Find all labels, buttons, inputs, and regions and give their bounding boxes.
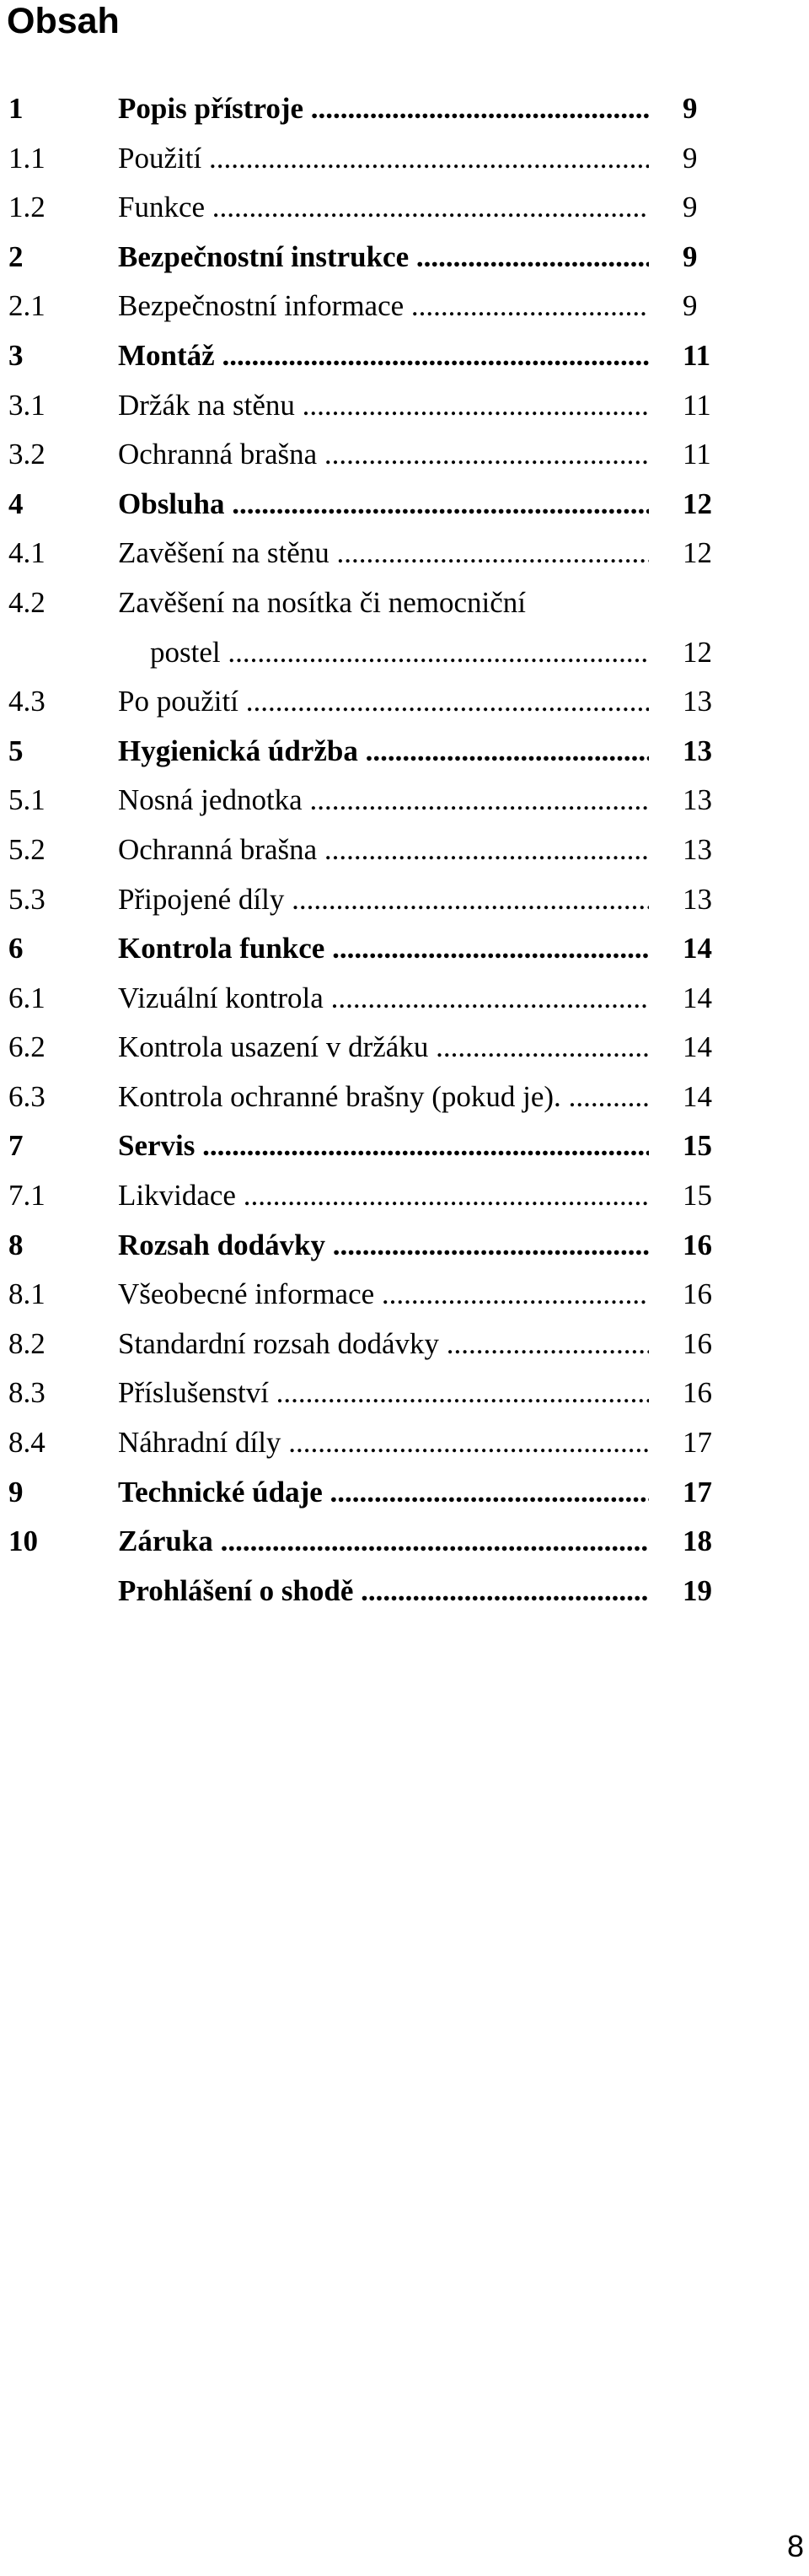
toc-entry-page: 19 (683, 1573, 712, 1607)
toc-entry-title: Zavěšení na stěnu ..... (118, 529, 649, 578)
toc-entry[interactable] (8, 381, 710, 431)
toc-entry[interactable] (8, 1073, 710, 1122)
toc-entry-number: 8.3 (8, 1376, 46, 1410)
toc-entry[interactable] (8, 233, 710, 282)
toc-entry[interactable] (8, 430, 710, 480)
toc-entry-page: 15 (683, 1129, 712, 1163)
toc-entry-title: Náhradní díly ..... (118, 1418, 649, 1468)
toc-entry[interactable] (8, 1270, 710, 1320)
toc-entry-number: 1.1 (8, 141, 46, 175)
toc-entry[interactable] (8, 84, 710, 134)
toc-entry-number: 4.2 (8, 585, 46, 619)
toc-entry-number: 4 (8, 487, 24, 520)
toc-entry-page: 13 (683, 685, 712, 718)
toc-entry[interactable] (8, 974, 710, 1024)
toc-entry-title: Nosná jednotka ..... (118, 776, 649, 826)
toc-entry[interactable] (8, 1121, 710, 1171)
toc-entry-title: Připojené díly ..... (118, 875, 649, 925)
toc-entry-page: 9 (683, 191, 698, 224)
toc-entry[interactable] (8, 1320, 710, 1369)
toc-entry-number: 3.2 (8, 438, 46, 471)
toc-entry-number: 8.2 (8, 1326, 46, 1360)
toc-entry-page: 16 (683, 1326, 712, 1360)
toc-entry-page: 12 (683, 536, 712, 570)
toc-entry-title: Držák na stěnu ..... (118, 381, 649, 431)
toc-entry-number: 3.1 (8, 388, 46, 422)
toc-entry-page: 9 (683, 239, 698, 273)
toc-entry[interactable] (8, 183, 710, 233)
toc-entry-number: 6.1 (8, 981, 46, 1014)
table-of-contents (8, 84, 710, 1616)
toc-entry-number: 1 (8, 92, 24, 125)
toc-entry-number: 8.1 (8, 1277, 46, 1311)
toc-entry-title: Zavěšení na nosítka či nemocniční (118, 585, 527, 619)
toc-entry[interactable] (8, 331, 710, 381)
toc-entry[interactable] (8, 480, 710, 530)
toc-entry[interactable] (8, 826, 710, 875)
toc-entry-title: Montáž ..... (118, 331, 649, 381)
toc-entry-number: 3 (8, 338, 24, 372)
toc-entry-page: 13 (683, 882, 712, 916)
toc-entry-page: 16 (683, 1277, 712, 1311)
toc-entry-title: Po použití ..... (118, 677, 649, 727)
toc-entry-number: 6 (8, 932, 24, 965)
toc-entry-page: 14 (683, 1079, 712, 1113)
toc-entry-page: 16 (683, 1228, 712, 1261)
toc-entry-title: Bezpečnostní informace ..... (118, 282, 649, 331)
toc-entry-title: Příslušenství ..... (118, 1369, 649, 1418)
toc-entry-number: 8.4 (8, 1426, 46, 1460)
toc-entry-page: 14 (683, 932, 712, 965)
toc-entry-number: 6.3 (8, 1079, 46, 1113)
toc-entry[interactable] (8, 1171, 710, 1221)
toc-entry[interactable] (8, 1468, 710, 1518)
toc-entry-title: Hygienická údržba ..... (118, 727, 649, 777)
toc-entry-title: Popis přístroje ..... (118, 84, 649, 134)
toc-entry-page: 12 (683, 635, 712, 669)
toc-entry-number: 5 (8, 734, 24, 767)
toc-entry-page: 11 (683, 438, 711, 471)
toc-entry-title: Rozsah dodávky ..... (118, 1221, 649, 1271)
toc-entry-continuation[interactable] (8, 628, 710, 678)
toc-entry-page: 16 (683, 1376, 712, 1410)
toc-entry[interactable] (8, 776, 710, 826)
toc-entry[interactable] (8, 1221, 710, 1271)
toc-entry-page: 11 (683, 338, 711, 372)
toc-entry[interactable] (8, 282, 710, 331)
toc-entry-title: Kontrola usazení v držáku ..... (118, 1023, 649, 1073)
toc-entry-page: 9 (683, 141, 698, 175)
toc-entry-number: 6.2 (8, 1030, 46, 1064)
toc-entry-title: Funkce ..... (118, 183, 649, 233)
toc-entry-page: 13 (683, 832, 712, 866)
toc-entry-title: Všeobecné informace ..... (118, 1270, 649, 1320)
toc-entry-number: 8 (8, 1228, 24, 1261)
toc-entry-page: 9 (683, 92, 698, 125)
toc-entry[interactable] (8, 1517, 710, 1567)
toc-entry[interactable] (8, 1418, 710, 1468)
page-number: 8 (786, 2529, 804, 2563)
toc-entry-page: 14 (683, 981, 712, 1014)
toc-entry[interactable] (8, 924, 710, 974)
toc-entry-page: 15 (683, 1179, 712, 1213)
toc-entry-number: 1.2 (8, 191, 46, 224)
toc-entry-title: Vizuální kontrola ..... (118, 974, 649, 1024)
toc-entry-title: Bezpečnostní instrukce ..... (118, 233, 649, 282)
toc-entry[interactable] (8, 727, 710, 777)
toc-entry-number: 2.1 (8, 289, 46, 323)
toc-entry-number: 10 (8, 1525, 38, 1558)
toc-entry-page: 17 (683, 1475, 712, 1508)
toc-entry-page: 9 (683, 289, 698, 323)
toc-entry[interactable] (8, 529, 710, 578)
toc-entry-title: Záruka ..... (118, 1517, 649, 1567)
toc-entry-page: 18 (683, 1525, 712, 1558)
toc-entry-title: Kontrola funkce ..... (118, 924, 649, 974)
toc-entry-number: 9 (8, 1475, 24, 1508)
toc-entry-title: Použití ..... (118, 134, 649, 184)
toc-entry-title-continuation: postel ..... (150, 628, 649, 678)
toc-entry-title: Technické údaje ..... (118, 1468, 649, 1518)
toc-entry-page: 12 (683, 487, 712, 520)
toc-entry-title: Ochranná brašna ..... (118, 430, 649, 480)
toc-entry-title: Kontrola ochranné brašny (pokud je). ..... (118, 1073, 649, 1122)
toc-entry-title: Servis ..... (118, 1121, 649, 1171)
toc-entry-page: 14 (683, 1030, 712, 1064)
toc-entry-number: 4.3 (8, 685, 46, 718)
toc-entry-number: 5.3 (8, 882, 46, 916)
toc-entry-page: 11 (683, 388, 711, 422)
toc-entry-number: 5.2 (8, 832, 46, 866)
toc-entry-title: Ochranná brašna ..... (118, 826, 649, 875)
toc-entry-number: 2 (8, 239, 24, 273)
toc-entry-title: Prohlášení o shodě ..... (118, 1567, 649, 1616)
toc-entry-page: 17 (683, 1426, 712, 1460)
toc-entry-page: 13 (683, 734, 712, 767)
toc-entry-page: 13 (683, 783, 712, 817)
toc-entry-number: 5.1 (8, 783, 46, 817)
toc-entry-number: 4.1 (8, 536, 46, 570)
toc-entry-number: 7 (8, 1129, 24, 1163)
toc-entry[interactable] (8, 134, 710, 184)
toc-entry[interactable] (8, 578, 710, 628)
toc-entry[interactable] (8, 1369, 710, 1418)
toc-entry-number: 7.1 (8, 1179, 46, 1213)
toc-entry[interactable] (8, 1023, 710, 1073)
page-title: Obsah (7, 1, 120, 41)
toc-entry-title: Likvidace ..... (118, 1171, 649, 1221)
toc-entry-title: Standardní rozsah dodávky ..... (118, 1320, 649, 1369)
toc-entry[interactable] (8, 875, 710, 925)
toc-entry-title: Obsluha ..... (118, 480, 649, 530)
toc-entry[interactable] (8, 1567, 710, 1616)
toc-entry[interactable] (8, 677, 710, 727)
